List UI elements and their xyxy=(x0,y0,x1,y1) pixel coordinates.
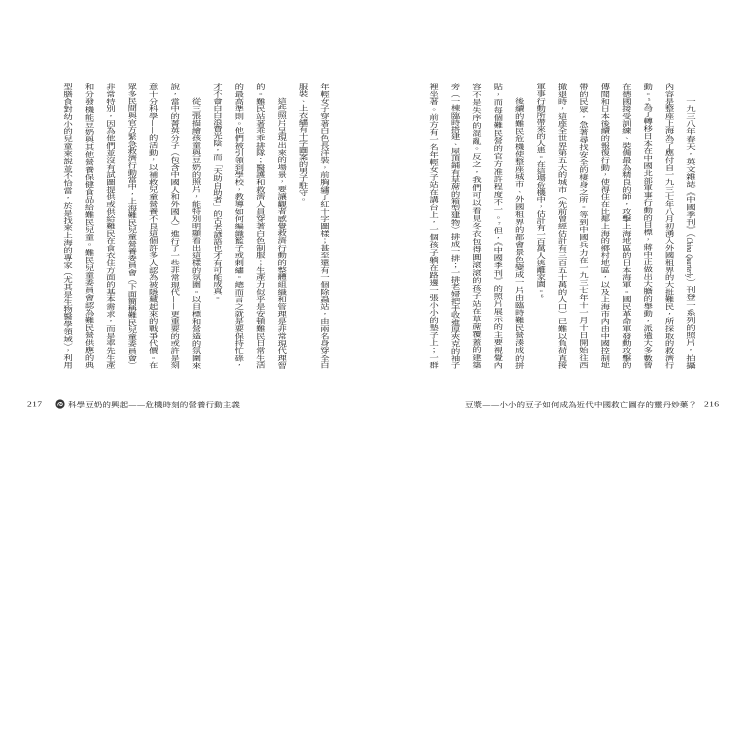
right-page xyxy=(375,0,750,750)
text-run: ）刊登一系列的照片，拍攝 xyxy=(684,277,695,369)
bean-emblem-icon xyxy=(55,399,65,409)
running-title: 科學豆奶的興起——危機時刻的營養行動主義 xyxy=(68,401,240,410)
text-column: 在德國接受訓練、裝備最為精良的師，攻擊上海地區的日本海軍。國民革命軍發動攻擊的 xyxy=(619,83,631,369)
text-column: 服裝、上衣繡有十字圖案的男子駐守。 xyxy=(296,83,308,203)
text-run: 動。 xyxy=(641,83,653,98)
page-number: 216 xyxy=(704,400,720,409)
text-run: 為了轉移日本在中國北部軍事行動的目標，蔣中正做出大膽的舉動，派遣大多數曾 xyxy=(641,102,653,369)
text-column: 型膳食對幼小的兒童來說並不恰當，於是找來上海的專家（尤其是生物醫學領域），利用 xyxy=(61,83,73,369)
text-column xyxy=(636,83,657,369)
text-column: 和分發機能豆奶與其他營養保健食品給難民兒童。難民兒童委員會認為難民營供應的典 xyxy=(82,83,94,369)
text-column: 撤退時，這座全世界第五大的城市（先前曾經估計有三百五十萬的人口）已難以負荷直接 xyxy=(555,83,567,369)
running-title: 豆漿——小小的豆子如何成為近代中國救亡圖存的靈丹妙藥？ xyxy=(464,401,697,410)
text-column: 眾多民間與官方緊急救濟行動當中，上海難民兒童營養委員會（下面簡稱難民兒童委員會） xyxy=(125,83,137,369)
text-column: 的。難民站著乖乖排隊；醫護和救濟人員穿著白色制服；生產力似乎是安頓難民日常生活 xyxy=(253,83,265,369)
text-column: 容不是失序的混亂。反之，我們可以看見冬衣包得圓滾滾的孩子站在草蓆覆蓋的建築 xyxy=(469,83,481,369)
text-column: 傳聞和日本後續的報復行動，使得住在比鄰上海的鄉村地區，以及上海市內由中國控制地 xyxy=(598,83,610,369)
text-column: 從三張描繪孩童與豆奶的照片，能特別明顯看出這樣的氛圍。以目標和營造的氛圍來 xyxy=(189,97,201,369)
text-column: 非常特別，因為他們並沒有試圖提供或供給難民在食衣住方面的基本需求，而是率先生產 xyxy=(103,83,115,369)
footnote-marker: 7 xyxy=(496,221,503,226)
right-page-body-text xyxy=(422,83,700,369)
text-column: 意十分科學——的活動，以補救兒童營養不良這個許多人認為被隱藏起來的戰爭代價。在 xyxy=(146,83,158,369)
text-column xyxy=(529,83,550,369)
text-column: 旁（一棟臨時搭建、屋頂鋪有草蓆的箱型建物）排成一排；一排老婦把手收進厚夾克的袖子 xyxy=(448,83,460,369)
text-column: 說，當中的菁英分子（包含中國人和外國人）進行了一些非常現代——更重要的或許是刻 xyxy=(168,83,180,369)
text-column: 這些照片呈現出來的場景，要讓觀者感覺救濟行動的整體組織和管理是非常現代理智 xyxy=(275,97,287,369)
text-column xyxy=(679,83,700,369)
text-column: 帶的民眾，急著尋找安全的棲身之所。等到中國兵力在一九三七年十一月十日開始往西 xyxy=(576,83,588,369)
left-page-body-text xyxy=(56,83,334,369)
journal-title-latin: China Quarterly xyxy=(685,237,694,278)
text-column: 才不會白白浪費光陰，而「天助自助者」的古老諺語也才有可能成真。 xyxy=(210,83,222,302)
text-column: 後續的難民危機使整座城市、外國租界的都會景色變成一片由臨時難民營湊成的拼 xyxy=(512,97,524,369)
text-column xyxy=(486,83,507,369)
text-column: 年輕女子穿著白色長洋裝，前胸繡了紅十字圖樣；甚至還有一個除蝨站，由兩名身穿全白 xyxy=(318,83,329,369)
text-column: 裡坐著。前方有一名年輕女子站在講台上，一個孩子躺在路邊一張小小的墊子上；一群 xyxy=(427,83,439,369)
page-number: 217 xyxy=(27,400,43,409)
text-run: 軍事行動所帶來的人患。在這場危機中，估計有一百萬人逃離家園。 xyxy=(534,83,546,295)
text-run: 一九三八年春天，英文雜誌《中國季刊》（ xyxy=(684,97,695,238)
footnote-marker: 5 xyxy=(646,97,653,103)
footnote-marker: 6 xyxy=(539,294,546,299)
text-run: 貼，而每個難民營的官方准許程度不一。 xyxy=(491,83,503,222)
text-column: 內容是整座上海為了應付自一九三七年八月初湧入外國租界的大批難民，所採取的救濟行 xyxy=(662,83,674,369)
text-run: 但，《中國季刊》的照片展示的主要視覺內 xyxy=(491,225,503,369)
text-column: 的最高準則。他們被引領到學校，教導如何編織籃子或刺繡。總而言之就是要保持忙碌， xyxy=(232,83,244,369)
